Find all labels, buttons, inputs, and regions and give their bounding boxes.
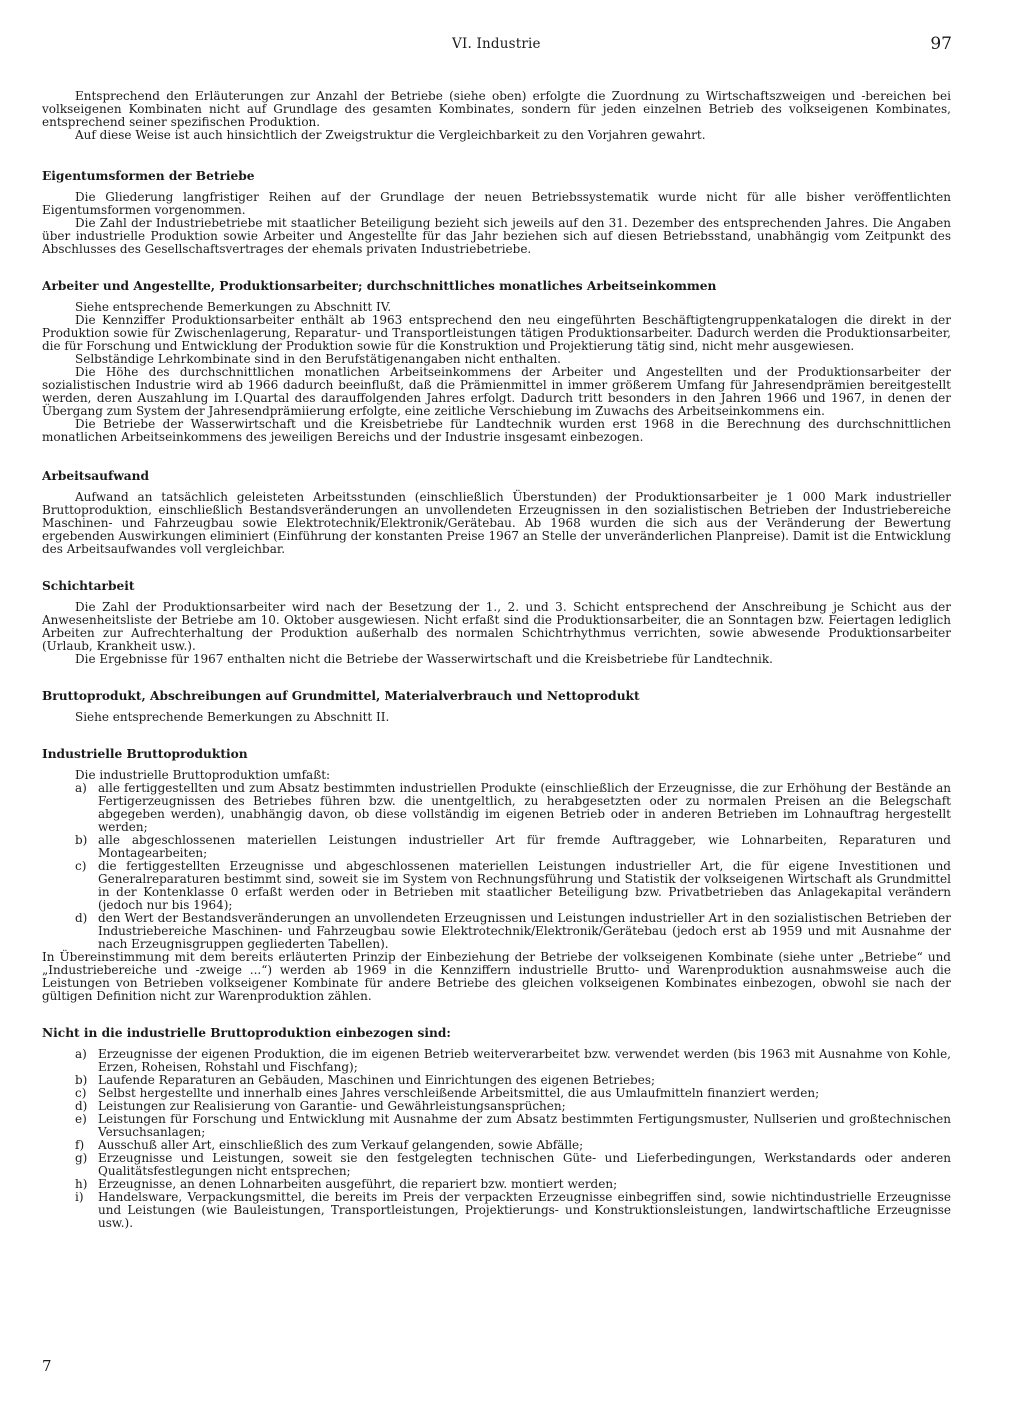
ibp-list: [42, 782, 951, 951]
list-item-text: Erzeugnisse und Leistungen, soweit sie den festgelegten technischen Güte- und Lieferbedingungen, Werkstandards oder anderen Qualitätsfestlegungen nicht entsprechen;: [98, 1151, 951, 1178]
list-marker: b): [75, 833, 88, 847]
list-marker: a): [75, 1047, 87, 1061]
list-item-text: Selbst hergestellte und innerhalb eines Jahres verschleißende Arbeitsmittel, die aus Umlaufmitteln finanziert werden;: [98, 1086, 820, 1100]
aufwand-paragraph-1: Aufwand an tatsächlich geleisteten Arbeitsstunden (einschließlich Überstunden) der Produktionsarbeiter je 1 000 Mark industrieller Bruttoproduktion, einschließlich Bestandsveränderungen an unvollendeten Erzeugnissen in den sozialistischen Betrieben der Industriebereiche Maschinen- und Fahrzeugbau sowie Elektrotechnik/Elektronik/Gerätebau. Ab 1968 wurden die sich aus der Veränderung der Bewertung ergebenden Auswirkungen eliminiert (Einführung der konstanten Preise 1967 an Stelle der unveränderlichen Planpreise). Damit ist die Entwicklung des Arbeitsaufwandes voll vergleichbar.: [42, 490, 951, 556]
schicht-paragraph-2: Die Ergebnisse für 1967 enthalten nicht die Betriebe der Wasserwirtschaft und die Kreisbetriebe für Landtechnik.: [75, 652, 773, 666]
list-item: [42, 860, 951, 912]
page-number: 97: [930, 34, 952, 54]
list-item-text: Leistungen für Forschung und Entwicklung mit Ausnahme der zum Absatz bestimmten Fertigungsmuster, Nullserien und großtechnischen Versuchsanlagen;: [98, 1112, 951, 1139]
list-item: [42, 1048, 951, 1074]
arbeiter-paragraph-1: Siehe entsprechende Bemerkungen zu Abschnitt IV.: [75, 300, 392, 314]
list-item: [42, 1113, 951, 1139]
list-item-text: den Wert der Bestandsveränderungen an unvollendeten Erzeugnissen und Leistungen industrieller Art in den sozialistischen Betrieben der Industriebereiche Maschinen- und Fahrzeugbau sowie Elektrotechnik/Elektronik/Gerätebau (jedoch erst ab 1959 und mit Ausnahme der nach Erzeugnisgruppen gegliederten Tabellen).: [98, 911, 951, 951]
list-marker: d): [75, 911, 88, 925]
arbeiter-paragraph-4: Die Höhe des durchschnittlichen monatlichen Arbeitseinkommens der Arbeiter und Angestellten und der Produktionsarbeiter der sozialistischen Industrie wird ab 1966 dadurch beeinflußt, daß die Prämienmittel in immer größerem Umfang für Jahresendprämien bereitgestellt werden, deren Auszahlung im I.Quartal des darauffolgenden Jahres erfolgt. Dadurch tritt besonders in den Jahren 1966 und 1967, in denen der Übergang zum System der Jahresendprämiierung erfolgte, eine zeitliche Verschiebung im Zuwachs des Arbeitseinkommens ein.: [42, 365, 951, 418]
list-item: [42, 1191, 951, 1230]
list-item-text: Laufende Reparaturen an Gebäuden, Maschinen und Einrichtungen des eigenen Betriebes;: [98, 1073, 656, 1087]
ibp-after-paragraph: In Übereinstimmung mit dem bereits erläuterten Prinzip der Einbeziehung der Betriebe der volkseigenen Kombinate (siehe unter „Betriebe“ und „Industriebereiche und -zweige ...“) werden ab 1969 in die Kennziffern industrielle Brutto- und Warenproduktion ausnahmsweise auch die Leistungen von Betrieben volkseigener Kombinate für andere Betriebe des gleichen volkseigenen Kombinates einbezogen, obwohl sie nach der gültigen Definition nicht zur Warenproduktion zählen.: [42, 950, 951, 1003]
list-item: [42, 1152, 951, 1178]
page-body: [42, 90, 951, 1230]
schicht-paragraph-1: Die Zahl der Produktionsarbeiter wird nach der Besetzung der 1., 2. und 3. Schicht entsprechend der Anschreibung je Schicht aus der Anwesenheitsliste der Betriebe am 10. Oktober ausgewiesen. Nicht erfaßt sind die Produktionsarbeiter, die an Sonntagen bzw. Feiertagen lediglich Arbeiten zur Aufrechterhaltung der Produktion außerhalb des normalen Schichtrhythmus verrichten, sowie abwesende Produktionsarbeiter (Urlaub, Krankheit usw.).: [42, 600, 951, 653]
list-marker: a): [75, 781, 87, 795]
eigentum-paragraph-2: Die Zahl der Industriebetriebe mit staatlicher Beteiligung bezieht sich jeweils auf den 31. Dezember des entsprechenden Jahres. Die Angaben über industrielle Produktion sowie Arbeiter und Angestellte für das Jahr beziehen sich auf diesen Betriebsstand, unabhängig vom Zeitpunkt des Abschlusses des Gesellschaftsvertrages der ehemals privaten Industriebetriebe.: [42, 216, 951, 256]
list-marker: f): [75, 1138, 85, 1152]
section-heading-schichtarbeit: Schichtarbeit: [42, 579, 135, 593]
intro-paragraph-2: Auf diese Weise ist auch hinsichtlich der Zweigstruktur die Vergleichbarkeit zu den Vorjahren gewahrt.: [75, 128, 706, 142]
arbeiter-paragraph-3: Selbständige Lehrkombinate sind in den Berufstätigenangaben nicht enthalten.: [75, 352, 561, 366]
ibp-intro: Die industrielle Bruttoproduktion umfaßt:: [75, 768, 331, 782]
brutto-paragraph-1: Siehe entsprechende Bemerkungen zu Abschnitt II.: [75, 710, 390, 724]
list-marker: d): [75, 1099, 88, 1113]
section-heading-industrielle-bruttoproduktion: Industrielle Bruttoproduktion: [42, 747, 248, 761]
arbeiter-paragraph-2: Die Kennziffer Produktionsarbeiter enthält ab 1963 entsprechend den neu eingeführten Beschäftigtengruppenkatalogen die direkt in der Produktion sowie für Zwischenlagerung, Reparatur- und Transportleistungen tätigen Produktionsarbeiter. Dadurch werden die Produktionsarbeiter, die für Forschung und Entwicklung der Produktion sowie für die Konstruktion und Projektierung tätig sind, nicht mehr ausgewiesen.: [42, 313, 951, 353]
list-item-text: Handelsware, Verpackungsmittel, die bereits im Preis der verpackten Erzeugnisse einbegriffen sind, sowie nichtindustrielle Erzeugnisse und Leistungen (wie Bauleistungen, Transportleistungen, Projektierungs- und Konstruktionsleistungen, landwirtschaftliche Erzeugnisse usw.).: [98, 1190, 951, 1230]
intro-paragraph-1: Entsprechend den Erläuterungen zur Anzahl der Betriebe (siehe oben) erfolgte die Zuordnung zu Wirtschaftszweigen und -bereichen bei volkseigenen Kombinaten nicht auf Grundlage des gesamten Kombinates, sondern für jeden einzelnen Betrieb des volkseigenen Kombinates, entsprechend seiner spezifischen Produktion.: [42, 89, 951, 129]
running-title: VI. Industrie: [452, 36, 541, 52]
list-marker: c): [75, 859, 87, 873]
list-item-text: Ausschuß aller Art, einschließlich des zum Verkauf gelangenden, sowie Abfälle;: [98, 1138, 584, 1152]
list-item: [42, 834, 951, 860]
list-item-text: die fertiggestellten Erzeugnisse und abgeschlossenen materiellen Leistungen industrieller Art, die für eigene Investitionen und Generalreparaturen bestimmt sind, soweit sie im System von Rechnungsführung und Statistik der volkseigenen Wirtschaft als Grundmittel in der Kontenklasse 0 erfaßt werden oder in Betrieben mit staatlicher Beteiligung bzw. Privatbetrieben das Anlagekapital verändern (jedoch nur bis 1964);: [98, 859, 951, 912]
list-item: [42, 782, 951, 834]
list-marker: h): [75, 1177, 88, 1191]
nicht-list: [42, 1048, 951, 1230]
list-item: [42, 912, 951, 951]
section-heading-bruttoprodukt: Bruttoprodukt, Abschreibungen auf Grundmittel, Materialverbrauch und Nettoprodukt: [42, 689, 640, 703]
list-item-text: Erzeugnisse der eigenen Produktion, die im eigenen Betrieb weiterverarbeitet bzw. verwendet werden (bis 1963 mit Ausnahme von Kohle, Erzen, Roheisen, Rohstahl und Fischfang);: [98, 1047, 951, 1074]
list-item-text: alle fertiggestellten und zum Absatz bestimmten industriellen Produkte (einschließlich der Erzeugnisse, die zur Erhöhung der Bestände an Fertigerzeugnissen des Betriebes führen bzw. die unentgeltlich, zu herabgesetzten oder zu normalen Preisen an die Belegschaft abgegeben werden), unabhängig davon, ob diese vollständig im eigenen Betrieb oder in anderen Betrieben im Lohnauftrag hergestellt werden;: [98, 781, 951, 834]
section-heading-eigentumsformen: Eigentumsformen der Betriebe: [42, 169, 255, 183]
list-item-text: Leistungen zur Realisierung von Garantie- und Gewährleistungsansprüchen;: [98, 1099, 566, 1113]
list-marker: c): [75, 1086, 87, 1100]
eigentum-paragraph-1: Die Gliederung langfristiger Reihen auf der Grundlage der neuen Betriebssystematik wurde nicht für alle bisher veröffentlichten Eigentumsformen vorgenommen.: [42, 190, 951, 217]
list-marker: g): [75, 1151, 88, 1165]
page-header: [0, 34, 1024, 56]
section-heading-arbeiter: Arbeiter und Angestellte, Produktionsarbeiter; durchschnittliches monatliches Arbeitseinkommen: [42, 279, 717, 293]
list-item-text: alle abgeschlossenen materiellen Leistungen industrieller Art für fremde Auftraggeber, wie Lohnarbeiten, Reparaturen und Montagearbeiten;: [98, 833, 951, 860]
list-item-text: Erzeugnisse, an denen Lohnarbeiten ausgeführt, die repariert bzw. montiert werden;: [98, 1177, 618, 1191]
section-heading-nicht-einbezogen: Nicht in die industrielle Bruttoproduktion einbezogen sind:: [42, 1026, 451, 1040]
signature-mark: 7: [42, 1357, 52, 1375]
list-marker: i): [75, 1190, 84, 1204]
list-marker: b): [75, 1073, 88, 1087]
section-heading-arbeitsaufwand: Arbeitsaufwand: [42, 469, 150, 483]
arbeiter-paragraph-5: Die Betriebe der Wasserwirtschaft und die Kreisbetriebe für Landtechnik wurden erst 1968 in die Berechnung des durchschnittlichen monatlichen Arbeitseinkommens des jeweiligen Bereichs und der Industrie insgesamt einbezogen.: [42, 417, 951, 444]
list-marker: e): [75, 1112, 87, 1126]
